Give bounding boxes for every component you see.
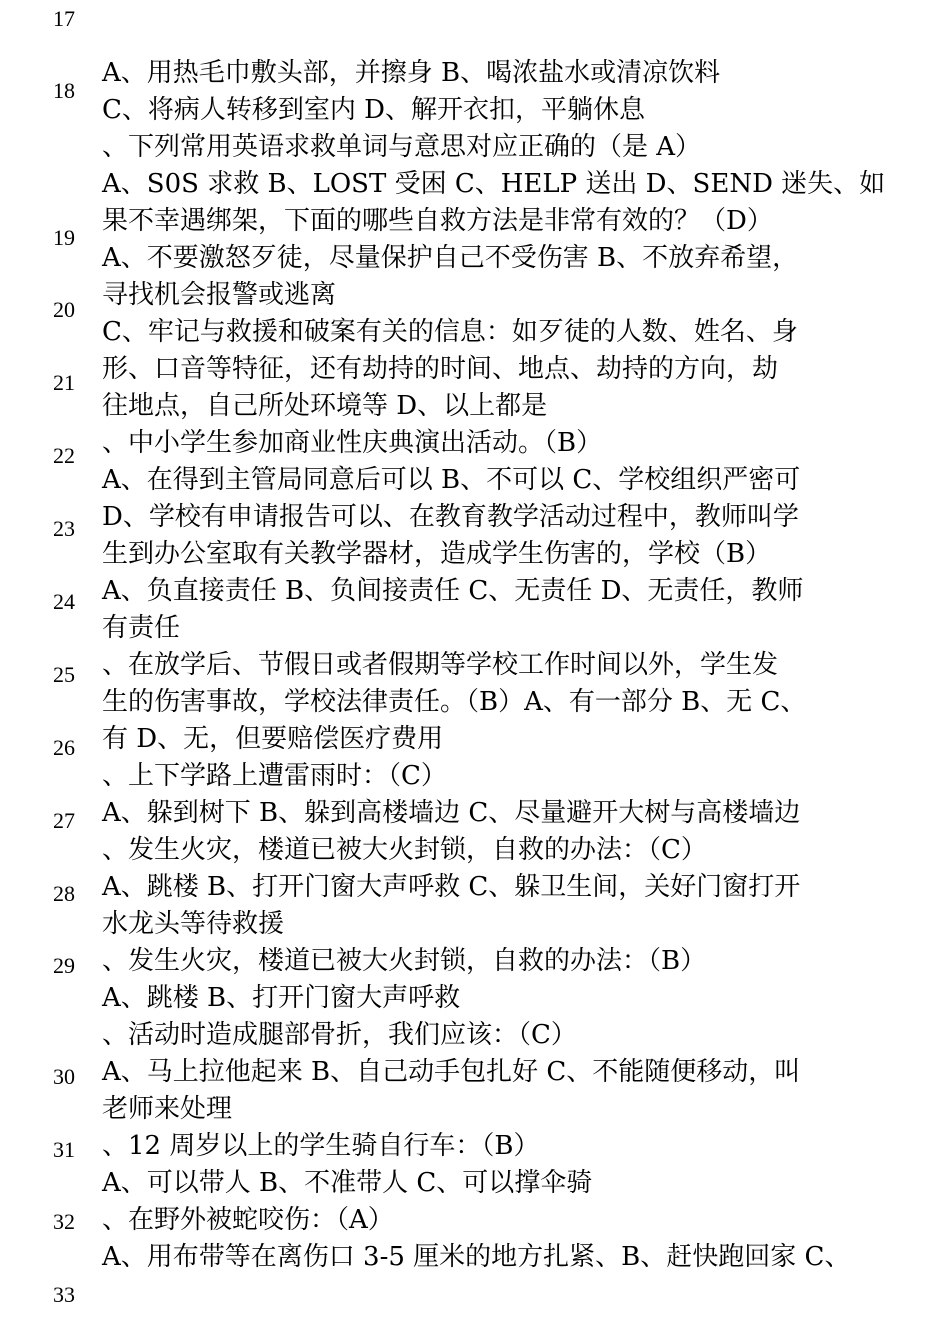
text-line: A、跳楼 B、打开门窗大声呼救 (102, 983, 461, 1013)
line-number: 21 (53, 370, 75, 395)
text-line: 、上下学路上遭雷雨时：（C） (102, 761, 447, 791)
line-number: 18 (53, 78, 75, 103)
text-line: 老师来处理 (102, 1094, 233, 1124)
text-line: A、不要激怒歹徒，尽量保护自己不受伤害 B、不放弃希望， (102, 243, 799, 273)
line-number: 30 (53, 1064, 75, 1089)
text-line: A、在得到主管局同意后可以 B、不可以 C、学校组织严密可 (102, 465, 801, 495)
text-line: 、在放学后、节假日或者假期等学校工作时间以外，学生发 (102, 650, 779, 680)
line-number: 27 (53, 808, 75, 833)
text-line: 生到办公室取有关教学器材，造成学生伤害的，学校（B） (102, 539, 772, 569)
text-line: A、用布带等在离伤口 3-5 厘米的地方扎紧、B、赶快跑回家 C、 (102, 1242, 851, 1272)
text-line: A、S0S 求救 B、LOST 受困 C、HELP 送出 D、SEND 迷失、如 (102, 169, 886, 199)
text-line: A、用热毛巾敷头部，并擦身 B、喝浓盐水或清凉饮料 (102, 58, 721, 88)
text-line: 有 D、无，但要赔偿医疗费用 (102, 724, 444, 754)
text-line: 、发生火灾，楼道已被大火封锁，自救的办法：（B） (102, 946, 707, 976)
line-number: 28 (53, 881, 75, 906)
line-number: 31 (53, 1137, 75, 1162)
text-line: A、负直接责任 B、负间接责任 C、无责任 D、无责任，教师 (102, 576, 804, 606)
text-line: A、可以带人 B、不准带人 C、可以撑伞骑 (102, 1168, 593, 1198)
line-number: 29 (53, 953, 75, 978)
text-line: 有责任 (102, 613, 181, 643)
line-number: 24 (53, 589, 75, 614)
line-number: 23 (53, 516, 75, 541)
line-number: 33 (53, 1282, 75, 1307)
text-line: A、马上拉他起来 B、自己动手包扎好 C、不能随便移动，叫 (102, 1057, 801, 1087)
text-line: 果不幸遇绑架，下面的哪些自救方法是非常有效的？（D） (102, 206, 773, 236)
text-line: A、躲到树下 B、躲到高楼墙边 C、尽量避开大树与高楼墙边 (102, 798, 801, 828)
text-line: C、牢记与救援和破案有关的信息：如歹徒的人数、姓名、身 (102, 317, 798, 347)
text-line: D、学校有申请报告可以、在教育教学活动过程中，教师叫学 (102, 502, 799, 532)
line-number: 32 (53, 1209, 75, 1234)
text-line: 、活动时造成腿部骨折，我们应该：（C） (102, 1020, 577, 1050)
document-body (102, 0, 886, 1344)
line-number: 25 (53, 662, 75, 687)
line-number: 20 (53, 297, 75, 322)
text-line: 、在野外被蛇咬伤：（A） (102, 1205, 394, 1235)
text-line: 、12 周岁以上的学生骑自行车：（B） (102, 1131, 540, 1161)
line-number: 26 (53, 735, 75, 760)
line-number: 17 (53, 6, 75, 31)
line-number: 22 (53, 443, 75, 468)
text-line: A、跳楼 B、打开门窗大声呼救 C、躲卫生间，关好门窗打开 (102, 872, 801, 902)
text-line: 生的伤害事故，学校法律责任。（B）A、有一部分 B、无 C、 (102, 687, 807, 717)
text-line: 往地点，自己所处环境等 D、以上都是 (102, 391, 548, 421)
text-line: 、发生火灾，楼道已被大火封锁，自救的办法：（C） (102, 835, 707, 865)
line-number: 19 (53, 225, 75, 250)
line-number-gutter (0, 0, 100, 1344)
text-line: 、中小学生参加商业性庆典演出活动。（B） (102, 428, 603, 458)
text-line: 、下列常用英语求救单词与意思对应正确的（是 A） (102, 132, 702, 162)
text-line: C、将病人转移到室内 D、解开衣扣，平躺休息 (102, 95, 646, 125)
text-line: 形、口音等特征，还有劫持的时间、地点、劫持的方向，劫 (102, 354, 779, 384)
text-line: 水龙头等待救援 (102, 909, 285, 939)
text-line: 寻找机会报警或逃离 (102, 280, 337, 310)
